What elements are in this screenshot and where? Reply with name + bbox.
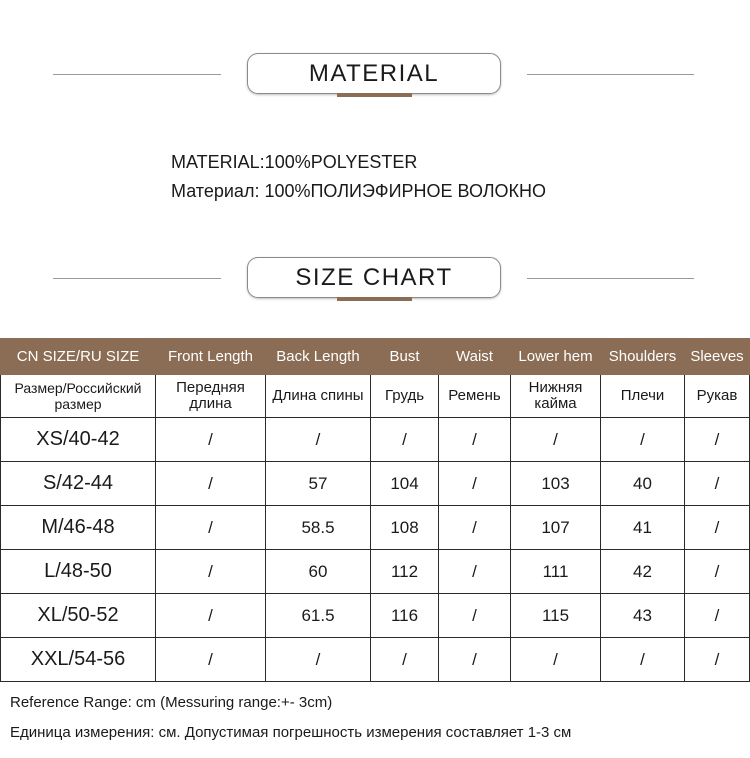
measurement-cell: 57 bbox=[266, 462, 371, 506]
column-header-en: Waist bbox=[439, 339, 511, 375]
size-chart-table bbox=[0, 338, 750, 682]
divider-line-left bbox=[53, 278, 221, 279]
measurement-cell: / bbox=[371, 638, 439, 682]
measurement-cell: 43 bbox=[601, 594, 685, 638]
column-header-en: Bust bbox=[371, 339, 439, 375]
material-section-header bbox=[0, 53, 750, 113]
column-header-en: Back Length bbox=[266, 339, 371, 375]
column-header-ru: Передняя длина bbox=[156, 375, 266, 418]
measurement-cell: 104 bbox=[371, 462, 439, 506]
measurement-cell: / bbox=[156, 550, 266, 594]
table-row bbox=[1, 462, 750, 506]
column-header-en: Front Length bbox=[156, 339, 266, 375]
measurement-cell: / bbox=[156, 506, 266, 550]
measurement-cell: 112 bbox=[371, 550, 439, 594]
measurement-cell: / bbox=[601, 418, 685, 462]
measurement-cell: 111 bbox=[511, 550, 601, 594]
measurement-cell: / bbox=[511, 638, 601, 682]
title-accent-underline bbox=[337, 297, 412, 301]
measurement-cell: / bbox=[156, 594, 266, 638]
column-header-ru: Грудь bbox=[371, 375, 439, 418]
reference-range-note: Reference Range: cm (Messuring range:+- 3cm) bbox=[10, 694, 333, 711]
column-header-ru: Ремень bbox=[439, 375, 511, 418]
column-header-ru: Нижняя кайма bbox=[511, 375, 601, 418]
measurement-cell: / bbox=[685, 462, 750, 506]
column-header-ru: Плечи bbox=[601, 375, 685, 418]
size-cell: S/42-44 bbox=[1, 462, 156, 506]
column-header-en: CN SIZE/RU SIZE bbox=[1, 339, 156, 375]
column-header-ru: Длина спины bbox=[266, 375, 371, 418]
measurement-cell: / bbox=[511, 418, 601, 462]
size-chart-section-header bbox=[0, 257, 750, 317]
measurement-cell: 41 bbox=[601, 506, 685, 550]
measurement-cell: / bbox=[439, 418, 511, 462]
measurement-cell: 58.5 bbox=[266, 506, 371, 550]
table-row bbox=[1, 418, 750, 462]
measurement-cell: 61.5 bbox=[266, 594, 371, 638]
size-cell: XL/50-52 bbox=[1, 594, 156, 638]
table-row bbox=[1, 594, 750, 638]
measurement-cell: 108 bbox=[371, 506, 439, 550]
measurement-cell: / bbox=[266, 418, 371, 462]
table-row bbox=[1, 638, 750, 682]
measurement-cell: / bbox=[601, 638, 685, 682]
measurement-cell: / bbox=[156, 418, 266, 462]
table-row bbox=[1, 550, 750, 594]
divider-line-right bbox=[527, 74, 694, 75]
measurement-cell: / bbox=[439, 594, 511, 638]
measurement-cell: / bbox=[371, 418, 439, 462]
header-row-en bbox=[1, 339, 750, 375]
column-header-ru: Размер/Российский размер bbox=[1, 375, 156, 418]
measurement-cell: / bbox=[685, 638, 750, 682]
measurement-cell: / bbox=[685, 550, 750, 594]
table-row bbox=[1, 506, 750, 550]
measurement-cell: 116 bbox=[371, 594, 439, 638]
material-section-title: MATERIAL bbox=[247, 53, 501, 94]
header-row-ru bbox=[1, 375, 750, 418]
divider-line-left bbox=[53, 74, 221, 75]
size-cell: L/48-50 bbox=[1, 550, 156, 594]
measurement-cell: / bbox=[266, 638, 371, 682]
measurement-cell: / bbox=[685, 594, 750, 638]
size-cell: M/46-48 bbox=[1, 506, 156, 550]
title-accent-underline bbox=[337, 93, 412, 97]
size-cell: XS/40-42 bbox=[1, 418, 156, 462]
measurement-note-ru: Единица измерения: см. Допустимая погрешность измерения составляет 1-3 см bbox=[10, 724, 572, 741]
divider-line-right bbox=[527, 278, 694, 279]
size-chart-section-title: SIZE CHART bbox=[247, 257, 501, 298]
measurement-cell: / bbox=[439, 462, 511, 506]
column-header-en: Lower hem bbox=[511, 339, 601, 375]
measurement-cell: 40 bbox=[601, 462, 685, 506]
measurement-cell: 115 bbox=[511, 594, 601, 638]
material-line-ru: Материал: 100%ПОЛИЭФИРНОЕ ВОЛОКНО bbox=[171, 181, 547, 201]
size-cell: XXL/54-56 bbox=[1, 638, 156, 682]
measurement-cell: / bbox=[156, 462, 266, 506]
material-line-en: MATERIAL:100%POLYESTER bbox=[171, 152, 418, 172]
column-header-en: Shoulders bbox=[601, 339, 685, 375]
measurement-cell: 42 bbox=[601, 550, 685, 594]
measurement-cell: / bbox=[156, 638, 266, 682]
measurement-cell: 107 bbox=[511, 506, 601, 550]
measurement-cell: / bbox=[685, 506, 750, 550]
measurement-cell: 103 bbox=[511, 462, 601, 506]
measurement-cell: / bbox=[439, 638, 511, 682]
measurement-cell: / bbox=[439, 506, 511, 550]
measurement-cell: / bbox=[685, 418, 750, 462]
measurement-cell: 60 bbox=[266, 550, 371, 594]
column-header-ru: Рукав bbox=[685, 375, 750, 418]
column-header-en: Sleeves bbox=[685, 339, 750, 375]
measurement-cell: / bbox=[439, 550, 511, 594]
